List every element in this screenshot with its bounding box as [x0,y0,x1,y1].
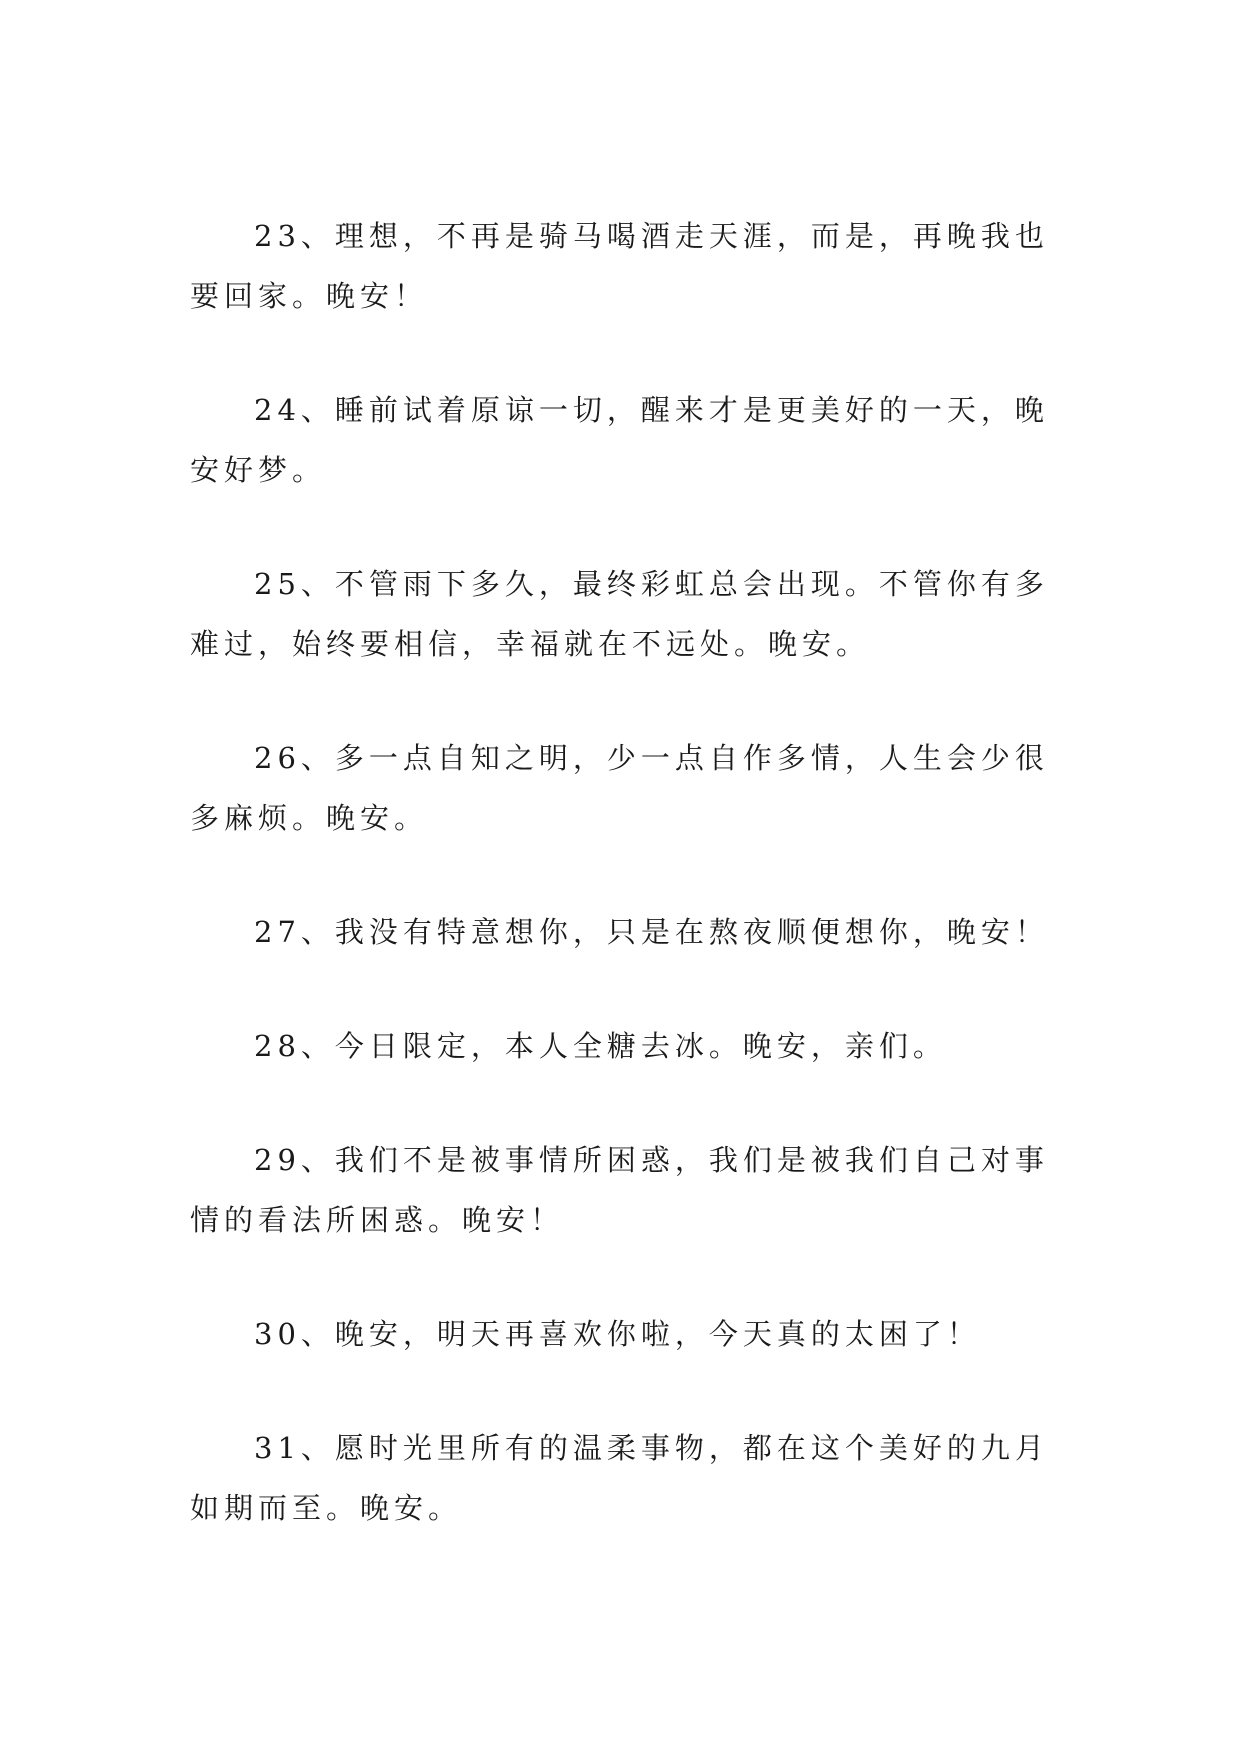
quote-paragraph-30: 30、晚安，明天再喜欢你啦，今天真的太困了！ [254,1317,981,1351]
document-page [190,206,1052,1592]
quote-paragraph-27: 27、我没有特意想你，只是在熬夜顺便想你，晚安！ [254,915,1049,949]
quote-paragraph-29: 29、我们不是被事情所困惑，我们是被我们自己对事情的看法所困惑。晚安！ [190,1143,1049,1237]
quote-paragraph-28: 28、今日限定，本人全糖去冰。晚安，亲们。 [254,1029,947,1063]
quote-paragraph-25: 25、不管雨下多久，最终彩虹总会出现。不管你有多难过，始终要相信，幸福就在不远处。晚安。 [190,567,1049,661]
quote-paragraph-24: 24、睡前试着原谅一切，醒来才是更美好的一天，晚安好梦。 [190,393,1049,487]
quote-paragraph-31: 31、愿时光里所有的温柔事物，都在这个美好的九月如期而至。晚安。 [190,1431,1049,1525]
quote-paragraph-26: 26、多一点自知之明，少一点自作多情，人生会少很多麻烦。晚安。 [190,741,1049,835]
quote-paragraph-23: 23、理想，不再是骑马喝酒走天涯，而是，再晚我也要回家。晚安！ [190,219,1049,313]
